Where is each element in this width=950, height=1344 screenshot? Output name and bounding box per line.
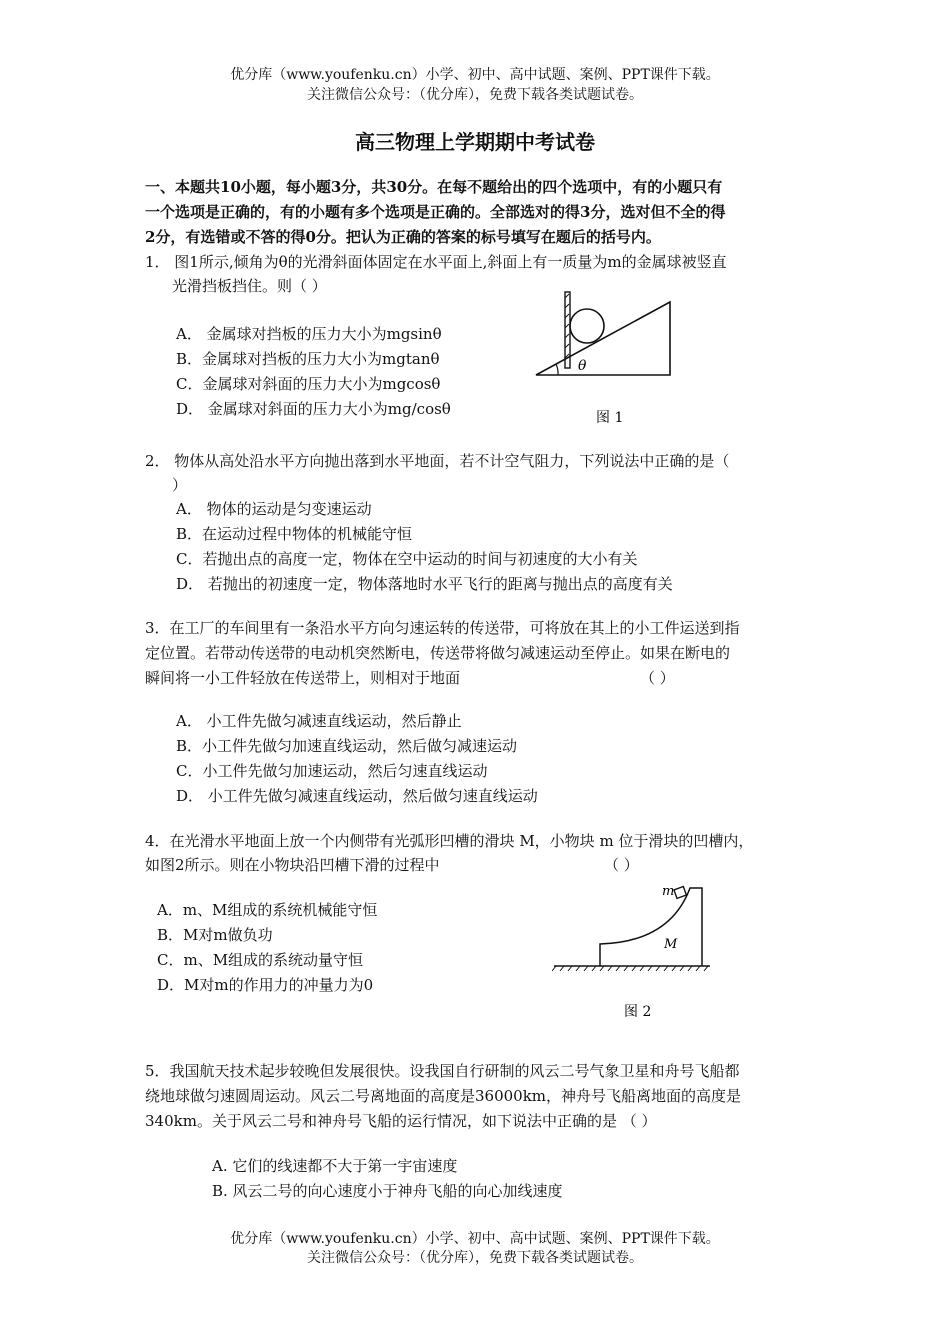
footer-line-2: 关注微信公众号：（优分库），免费下载各类试题试卷。 [307,1250,643,1266]
q4-stem-line-2: 如图2所示。则在小物块沿凹槽下滑的过程中 [145,856,440,874]
page-title: 高三物理上学期期中考试卷 [355,130,595,154]
q5-stem-line-3: 340km。关于风云二号和神舟号飞船的运行情况，如下说法中正确的是 （ ） [145,1112,657,1130]
q2-option-d: D． 若抛出的初速度一定，物体落地时水平飞行的距离与抛出点的高度有关 [176,575,673,593]
small-block-m [674,887,686,899]
q3-stem-line-2: 定位置。若带动传送带的电动机突然断电，传送带将做匀减速运动至停止。如果在断电的 [145,644,731,662]
q1-stem-line-2: 光滑挡板挡住。则（ ） [172,277,327,295]
q5-option-b: B. 风云二号的向心速度小于神舟飞船的向心加线速度 [212,1182,563,1200]
q3-option-c: C．小工件先做匀加速运动，然后匀速直线运动 [176,762,488,780]
section-line-1: 一、本题共10小题，每小题3分，共30分。在每不题给出的四个选项中，有的小题只有 [145,178,723,196]
q2-option-b: B．在运动过程中物体的机械能守恒 [176,525,413,543]
theta-label: θ [578,358,587,374]
q1-option-d: D． 金属球对斜面的压力大小为mg/cosθ [176,400,451,418]
q3-options [176,709,538,809]
incline-diagram [532,284,677,429]
label-M: M [664,937,678,952]
q4-option-a: A．m、M组成的系统机械能守恒 [157,901,378,919]
header-line-2: 关注微信公众号：（优分库），免费下载各类试题试卷。 [307,87,643,103]
q3-bracket: （ ） [640,669,675,687]
q2-stem-line-1: 2． 物体从高处沿水平方向抛出落到水平地面，若不计空气阻力，下列说法中正确的是（ [145,452,730,470]
q5-stem [145,1059,741,1134]
figure-2 [552,878,712,1023]
section-instructions [145,175,725,250]
q4-bracket: （ ） [604,856,639,874]
q5-options [212,1154,563,1204]
figure-1-caption: 图 1 [596,410,624,426]
q5-option-a: A. 它们的线速都不大于第一宇宙速度 [212,1157,458,1175]
q2-option-a: A． 物体的运动是匀变速运动 [176,500,372,518]
q4-stem-line-1: 4．在光滑水平地面上放一个内侧带有光弧形凹槽的滑块 M，小物块 m 位于滑块的凹槽内， [145,832,754,850]
q4-option-c: C．m、M组成的系统动量守恒 [157,951,364,969]
slider-block-M [600,888,702,966]
q4-option-b: B．M对m做负功 [157,926,273,944]
q1-option-a: A． 金属球对挡板的压力大小为mgsinθ [176,325,442,343]
metal-ball [570,309,604,343]
slider-diagram [552,878,712,1023]
angle-arc [556,364,558,375]
q3-stem-line-3: 瞬间将一小工件轻放在传送带上，则相对于地面 [145,669,461,687]
figure-2-caption: 图 2 [624,1004,652,1020]
q1-stem-line-1: 1． 图1所示,倾角为θ的光滑斜面体固定在水平面上,斜面上有一质量为m的金属球被竖直 [145,253,727,271]
section-line-3: 2分，有选错或不答的得0分。把认为正确的答案的标号填写在题后的括号内。 [145,228,661,246]
q4-option-d: D．M对m的作用力的冲量力为0 [157,976,374,994]
q3-option-d: D． 小工件先做匀减速直线运动，然后做匀速直线运动 [176,787,538,805]
q2-stem-line-2: ） [172,476,188,494]
header-line-1: 优分库（www.youfenku.cn）小学、初中、高中试题、案例、PPT课件下载。 [230,67,720,83]
label-m: m [662,884,675,899]
q2-options [176,497,673,597]
footer-line-1: 优分库（www.youfenku.cn）小学、初中、高中试题、案例、PPT课件下载。 [230,1231,720,1247]
q1-option-b: B．金属球对挡板的压力大小为mgtanθ [176,350,440,368]
q1-option-c: C．金属球对斜面的压力大小为mgcosθ [176,375,441,393]
q1-options [176,322,451,422]
q2-option-c: C．若抛出点的高度一定，物体在空中运动的时间与初速度的大小有关 [176,550,638,568]
figure-1 [532,284,677,429]
q3-stem-line-1: 3．在工厂的车间里有一条沿水平方向匀速运转的传送带，可将放在其上的小工件运送到指 [145,619,740,637]
q3-option-a: A． 小工件先做匀减速直线运动，然后静止 [176,712,462,730]
q3-option-b: B．小工件先做匀加速直线运动，然后做匀减速运动 [176,737,518,755]
q5-stem-line-2: 绕地球做匀速圆周运动。风云二号离地面的高度是36000km，神舟号飞船离地面的高度是 [145,1087,742,1105]
q4-options [157,898,377,998]
section-line-2: 一个选项是正确的，有的小题有多个选项是正确的。全部选对的得3分，选对但不全的得 [145,203,726,221]
q5-stem-line-1: 5．我国航天技术起步较晚但发展很快。设我国自行研制的风云二号气象卫星和舟号飞船都 [145,1062,740,1080]
